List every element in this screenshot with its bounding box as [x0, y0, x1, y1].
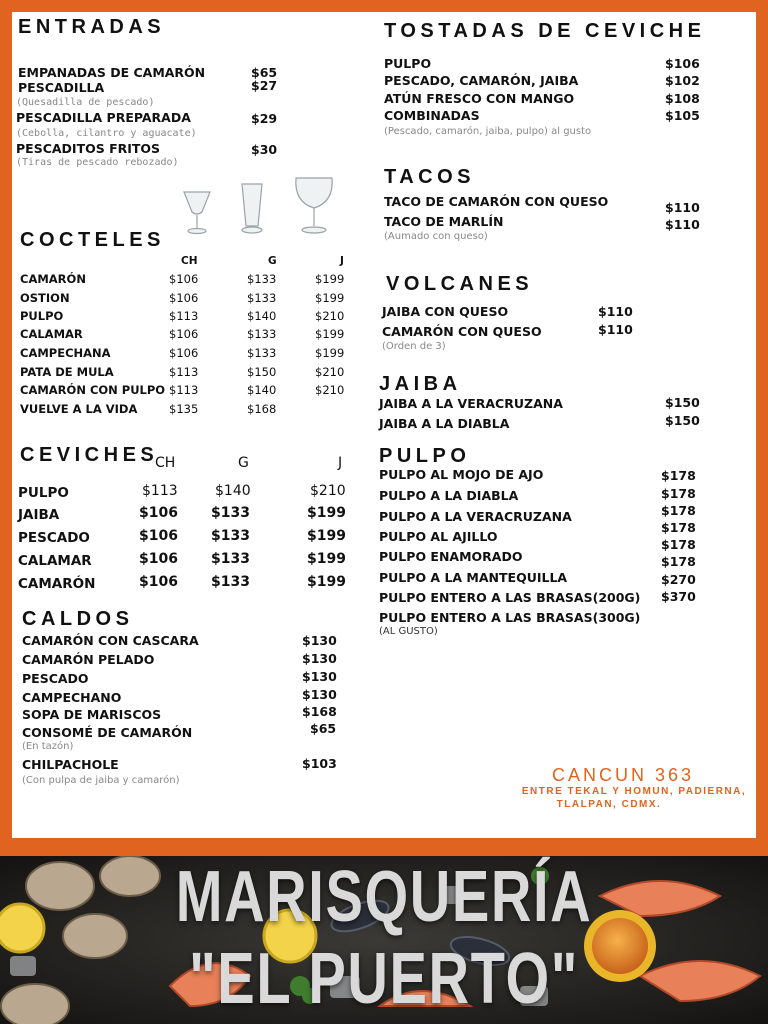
entradas-item-name: PESCADILLA PREPARADA: [16, 110, 191, 125]
caldos-item-name: CAMPECHANO: [22, 690, 122, 705]
caldos-item-price: $130: [302, 633, 337, 648]
caldos-item-price: $103: [302, 756, 337, 771]
jaiba-heading: JAIBA: [379, 373, 462, 395]
caldos-item-price: $130: [302, 669, 337, 684]
pulpo-item-price: $178: [661, 537, 696, 552]
ceviches-item-name: JAIBA: [18, 507, 60, 523]
caldos-item-name: CONSOMÉ DE CAMARÓN: [22, 725, 193, 740]
cocteles-item-name: CALAMAR: [20, 327, 83, 341]
ceviches-item-price: $106: [139, 528, 178, 544]
caldos-item-name: SOPA DE MARISCOS: [22, 707, 162, 722]
caldos-heading: CALDOS: [22, 608, 134, 630]
ceviches-heading: CEVICHES: [20, 444, 159, 466]
address-line-1: ENTRE TEKAL Y HOMUN, PADIERNA,: [521, 786, 747, 797]
cocteles-item-price: $210: [315, 383, 345, 397]
cocteles-item-price: $150: [247, 365, 277, 379]
volcanes-item-note: (Orden de 3): [382, 341, 446, 352]
volcanes-item-price: $110: [598, 322, 633, 337]
caldos-item-name: CAMARÓN PELADO: [22, 652, 155, 667]
caldos-item-note: (Con pulpa de jaiba y camarón): [22, 775, 180, 786]
cocteles-item-price: $133: [247, 346, 277, 360]
ceviches-size-j: J: [338, 455, 343, 471]
volcanes-item-name: CAMARÓN CON QUESO: [382, 324, 542, 339]
restaurant-name-line-1: MARISQUERÍA: [175, 857, 593, 937]
entradas-item-name: EMPANADAS DE CAMARÓN: [18, 65, 206, 80]
pulpo-item-name: PULPO AL MOJO DE AJO: [379, 467, 544, 482]
small-glass-icon: [184, 192, 210, 234]
caldos-item-price: $130: [302, 651, 337, 666]
address-street: CANCUN 363: [552, 765, 695, 785]
cocteles-item-name: OSTION: [20, 291, 70, 305]
tostadas-item-price: $106: [665, 56, 700, 71]
cocteles-item-name: CAMARÓN: [20, 272, 86, 286]
cocteles-item-price: $168: [247, 402, 277, 416]
pulpo-item-price: $370: [661, 589, 696, 604]
glasses-image: [176, 170, 346, 242]
pulpo-item-price: $178: [661, 468, 696, 483]
caldos-item-name: CHILPACHOLE: [22, 757, 119, 772]
pulpo-item-price: $178: [661, 486, 696, 501]
cocteles-item-name: CAMPECHANA: [20, 346, 111, 360]
cocteles-item-price: $210: [315, 365, 345, 379]
caldos-item-price: $168: [302, 704, 337, 719]
caldos-item-price: $130: [302, 687, 337, 702]
pulpo-item-price: $178: [661, 503, 696, 518]
pulpo-item-name: PULPO ENTERO A LAS BRASAS(300G): [379, 610, 641, 625]
ceviches-item-name: CAMARÓN: [18, 576, 96, 592]
ceviches-item-price: $133: [211, 574, 250, 590]
caldos-item-name: CAMARÓN CON CASCARA: [22, 633, 199, 648]
tostadas-item-name: PULPO: [384, 56, 432, 71]
pulpo-item-name: PULPO ENTERO A LAS BRASAS(200G): [379, 590, 641, 605]
jaiba-item-name: JAIBA A LA VERACRUZANA: [379, 396, 563, 411]
ceviches-item-price: $106: [139, 574, 178, 590]
seafood-banner: [0, 856, 768, 1024]
tacos-item-note: (Aumado con queso): [384, 231, 488, 242]
pulpo-item-name: PULPO A LA VERACRUZANA: [379, 509, 572, 524]
entradas-item-name: PESCADITOS FRITOS: [16, 141, 161, 156]
tacos-item-price: $110: [665, 217, 700, 232]
cocteles-item-price: $199: [315, 327, 345, 341]
pulpo-item-note: (AL GUSTO): [379, 626, 438, 637]
tostadas-item-name: COMBINADAS: [384, 108, 480, 123]
cocteles-item-price: $133: [247, 272, 277, 286]
ceviches-size-g: G: [238, 455, 249, 471]
caldos-item-note: (En tazón): [22, 741, 74, 752]
entradas-item-price: $29: [251, 111, 278, 126]
tacos-heading: TACOS: [384, 166, 476, 188]
volcanes-item-price: $110: [598, 304, 633, 319]
cocteles-item-price: $140: [247, 309, 277, 323]
cocteles-item-price: $106: [169, 346, 199, 360]
entradas-item-note: (Cebolla, cilantro y aguacate): [16, 128, 197, 139]
cocteles-item-price: $199: [315, 272, 345, 286]
ceviches-item-price: $133: [211, 505, 250, 521]
entradas-item-price: $30: [251, 142, 278, 157]
tostadas-item-price: $108: [665, 91, 700, 106]
cocteles-heading: COCTELES: [20, 229, 165, 251]
ceviches-item-price: $199: [307, 505, 346, 521]
jaiba-item-price: $150: [665, 413, 700, 428]
tostadas-item-name: ATÚN FRESCO CON MANGO: [384, 91, 575, 106]
pulpo-item-name: PULPO ENAMORADO: [379, 549, 523, 564]
cocteles-item-price: $140: [247, 383, 277, 397]
pulpo-item-price: $270: [661, 572, 696, 587]
ceviches-item-price: $199: [307, 551, 346, 567]
entradas-item-name: PESCADILLA: [18, 80, 105, 95]
caldos-item-price: $65: [310, 721, 337, 736]
volcanes-heading: VOLCANES: [386, 273, 534, 295]
ceviches-item-price: $199: [307, 528, 346, 544]
cocteles-item-price: $113: [169, 309, 199, 323]
pulpo-item-name: PULPO AL AJILLO: [379, 529, 498, 544]
cocteles-item-price: $106: [169, 327, 199, 341]
ceviches-item-price: $210: [310, 483, 346, 499]
cocteles-item-price: $113: [169, 383, 199, 397]
tacos-item-name: TACO DE MARLÍN: [384, 214, 504, 229]
cocteles-size-j: J: [340, 255, 344, 267]
cocteles-item-price: $210: [315, 309, 345, 323]
ceviches-size-ch: CH: [155, 455, 176, 471]
cocteles-item-price: $106: [169, 291, 199, 305]
tacos-item-name: TACO DE CAMARÓN CON QUESO: [384, 194, 609, 209]
pulpo-item-price: $178: [661, 520, 696, 535]
cocteles-size-ch: CH: [181, 255, 198, 267]
jaiba-item-price: $150: [665, 395, 700, 410]
ceviches-item-price: $133: [211, 551, 250, 567]
cocteles-size-g: G: [268, 255, 277, 267]
cocteles-item-name: CAMARÓN CON PULPO: [20, 383, 166, 397]
cocteles-item-price: $135: [169, 402, 199, 416]
cocteles-item-price: $133: [247, 291, 277, 305]
pulpo-item-name: PULPO A LA MANTEQUILLA: [379, 570, 568, 585]
volcanes-item-name: JAIBA CON QUESO: [382, 304, 509, 319]
tostadas-heading: TOSTADAS DE CEVICHE: [384, 20, 706, 42]
pulpo-item-name: PULPO A LA DIABLA: [379, 488, 519, 503]
ceviches-item-price: $133: [211, 528, 250, 544]
ceviches-item-price: $106: [139, 551, 178, 567]
tostadas-item-price: $102: [665, 73, 700, 88]
cocteles-item-price: $113: [169, 365, 199, 379]
ceviches-item-price: $140: [215, 483, 251, 499]
tostadas-item-note: (Pescado, camarón, jaiba, pulpo) al gusto: [384, 126, 592, 137]
cocteles-item-price: $133: [247, 327, 277, 341]
cocteles-item-price: $106: [169, 272, 199, 286]
cocteles-item-name: VUELVE A LA VIDA: [20, 402, 138, 416]
pulpo-item-price: $178: [661, 554, 696, 569]
entradas-heading: ENTRADAS: [18, 16, 166, 38]
entradas-item-price: $27: [251, 78, 278, 93]
cocteles-item-name: PULPO: [20, 309, 64, 323]
ceviches-item-name: CALAMAR: [18, 553, 92, 569]
cocteles-item-price: $199: [315, 291, 345, 305]
tacos-item-price: $110: [665, 200, 700, 215]
jaiba-item-name: JAIBA A LA DIABLA: [379, 416, 510, 431]
ceviches-item-name: PESCADO: [18, 530, 90, 546]
entradas-item-price: $65: [251, 65, 278, 80]
cocteles-item-price: $199: [315, 346, 345, 360]
ceviches-item-price: $113: [142, 483, 178, 499]
tostadas-item-name: PESCADO, CAMARÓN, JAIBA: [384, 73, 579, 88]
caldos-item-name: PESCADO: [22, 671, 89, 686]
restaurant-name-line-2: "EL PUERTO": [189, 939, 579, 1019]
entradas-item-note: (Quesadilla de pescado): [16, 97, 155, 108]
medium-glass-icon: [242, 184, 262, 233]
cocteles-item-name: PATA DE MULA: [20, 365, 114, 379]
ceviches-item-price: $106: [139, 505, 178, 521]
large-glass-icon: [296, 178, 332, 233]
ceviches-item-name: PULPO: [18, 485, 69, 501]
entradas-item-note: (Tiras de pescado rebozado): [16, 157, 179, 168]
address-line-2: TLALPAN, CDMX.: [556, 799, 662, 810]
tostadas-item-price: $105: [665, 108, 700, 123]
ceviches-item-price: $199: [307, 574, 346, 590]
pulpo-heading: PULPO: [379, 445, 471, 467]
